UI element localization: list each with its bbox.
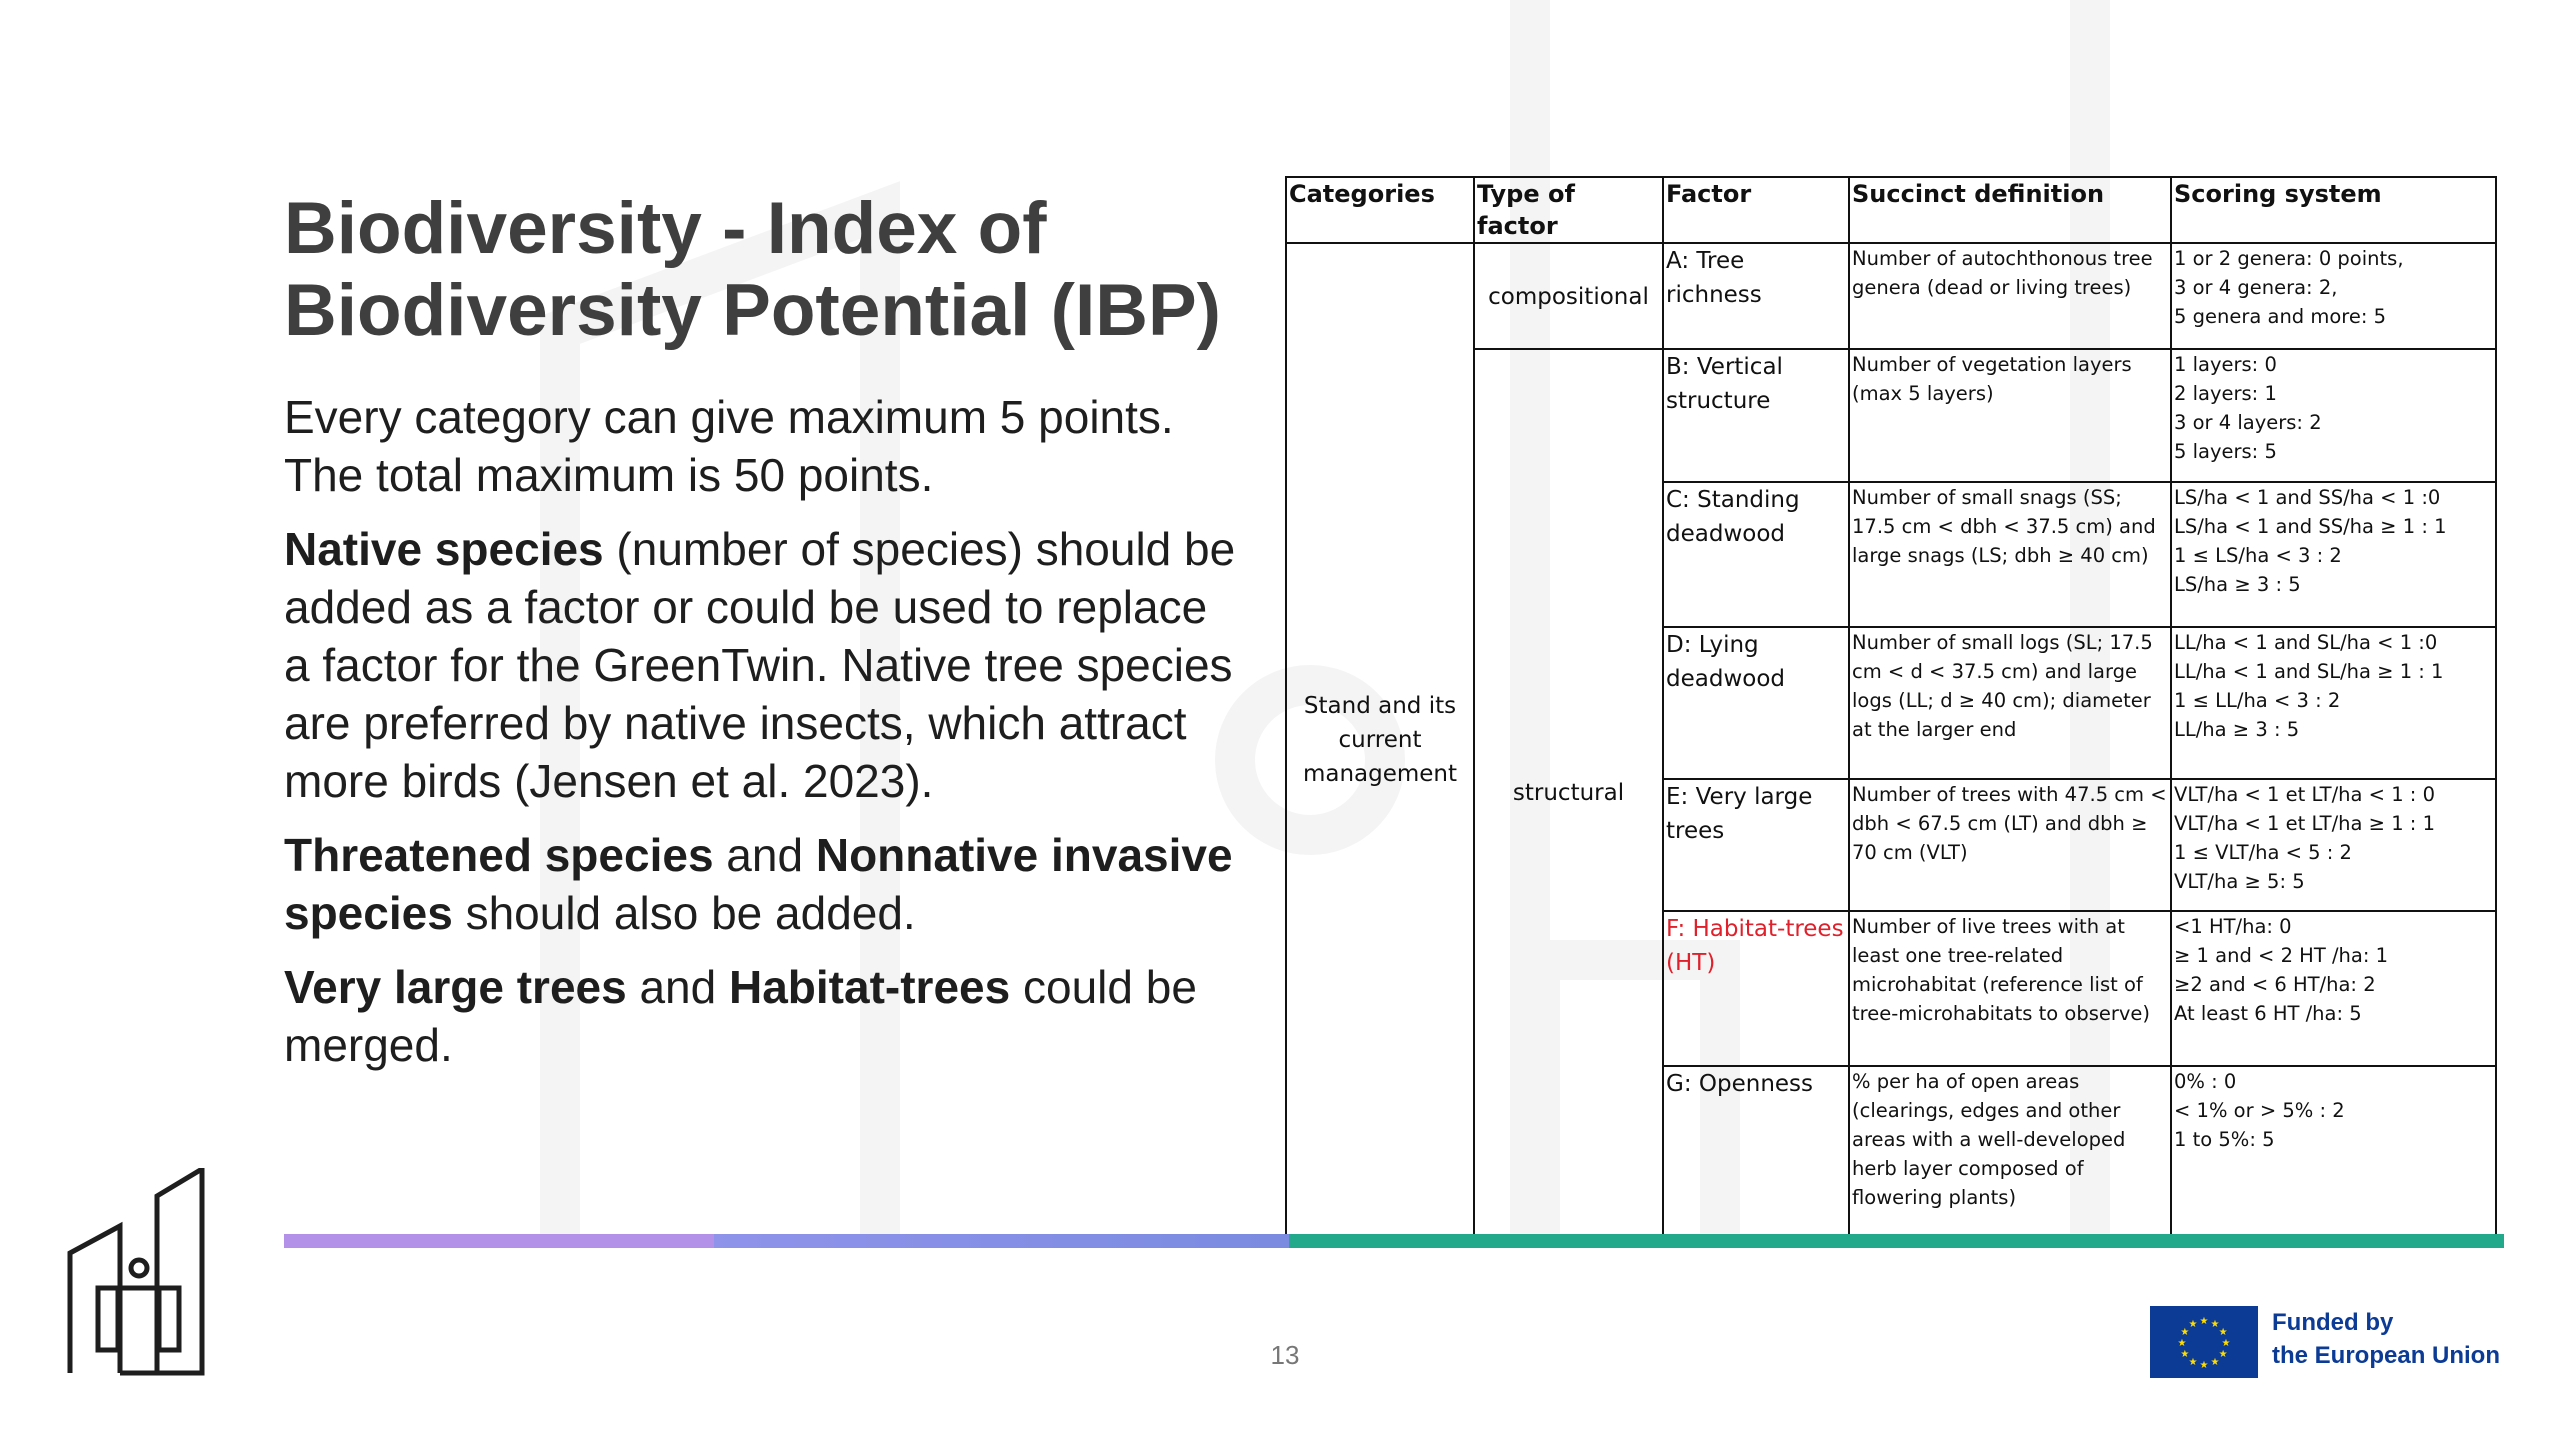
score-line: 1 ≤ LL/ha < 3 : 2: [2174, 689, 2341, 712]
table-header-row: [1286, 177, 2496, 243]
eu-star: ★: [2180, 1327, 2190, 1338]
eu-star: ★: [2188, 1318, 2198, 1330]
score-line: VLT/ha < 1 et LT/ha < 1 : 0: [2174, 783, 2435, 806]
score-line: VLT/ha < 1 et LT/ha ≥ 1 : 1: [2174, 812, 2435, 835]
conjunction-text: and: [626, 961, 729, 1013]
slide-title: Biodiversity - Index of Biodiversity Potential (IBP): [284, 188, 1221, 351]
type-compositional: compositional: [1474, 243, 1663, 349]
definition-cell: Number of live trees with at least one tree-related microhabitat (reference list of tree-microhabitats to observe): [1849, 911, 2171, 1066]
threatened-species-label: Threatened species: [284, 829, 714, 881]
conjunction-text: and: [713, 829, 816, 881]
factor-cell: B: Vertical structure: [1663, 349, 1849, 482]
bar-segment-purple: [284, 1234, 714, 1248]
factor-cell: C: Standing deadwood: [1663, 482, 1849, 627]
body-text: [284, 388, 1244, 1090]
header-type-of-factor: Type of factor: [1474, 177, 1663, 243]
score-line: LS/ha < 1 and SS/ha ≥ 1 : 1: [2174, 515, 2447, 538]
paragraph-large-trees: [284, 958, 1244, 1074]
scoring-cell: [2171, 627, 2496, 779]
eu-star: ★: [2180, 1349, 2190, 1360]
eu-funding-line-1: Funded by: [2272, 1309, 2394, 1336]
definition-cell: Number of small logs (SL; 17.5 cm < d < 37.5 cm) and large logs (LL; d ≥ 40 cm); diameter at the larger end: [1849, 627, 2171, 779]
score-line: ≥2 and < 6 HT/ha: 2: [2174, 973, 2376, 996]
large-trees-text: could be merged.: [284, 961, 1197, 1071]
eu-star: ★: [2210, 1318, 2220, 1330]
score-line: LL/ha ≥ 3 : 5: [2174, 718, 2300, 741]
definition-cell: Number of small snags (SS; 17.5 cm < dbh < 37.5 cm) and large snags (LS; dbh ≥ 40 cm): [1849, 482, 2171, 627]
score-line: 5 layers: 5: [2174, 440, 2277, 463]
score-line: 3 or 4 genera: 2,: [2174, 276, 2338, 299]
category-cell: Stand and its current management: [1286, 243, 1474, 1236]
bar-segment-green: [1289, 1234, 2504, 1248]
score-line: LS/ha < 1 and SS/ha < 1 :0: [2174, 486, 2441, 509]
score-line: <1 HT/ha: 0: [2174, 915, 2292, 938]
paragraph-max-points: Every category can give maximum 5 points. The total maximum is 50 points.: [284, 391, 1174, 501]
scoring-cell: [2171, 779, 2496, 911]
score-line: 0% : 0: [2174, 1070, 2237, 1093]
definition-cell: Number of trees with 47.5 cm < dbh < 67.5 cm (LT) and dbh ≥ 70 cm (VLT): [1849, 779, 2171, 911]
header-factor: Factor: [1663, 177, 1849, 243]
score-line: 1 or 2 genera: 0 points,: [2174, 247, 2404, 270]
threatened-species-text: should also be added.: [452, 887, 916, 939]
eu-flag-icon: [2150, 1306, 2258, 1378]
invasive-species-label: Nonnative invasive species: [284, 829, 1233, 939]
header-definition: Succinct definition: [1849, 177, 2171, 243]
greentwin-logo-icon: [62, 1168, 212, 1378]
scoring-cell: [2171, 349, 2496, 482]
eu-star: ★: [2199, 1360, 2209, 1371]
native-species-text: (number of species) should be added as a factor or could be used to replace a factor for the GreenTwin. Native tree species are preferred by native insects, which attract more birds (Jensen et al. 2023).: [284, 523, 1236, 807]
eu-star: ★: [2199, 1316, 2209, 1327]
definition-cell: Number of autochthonous tree genera (dead or living trees): [1849, 243, 2171, 349]
table-row: [1286, 243, 2496, 349]
header-scoring: Scoring system: [2171, 177, 2496, 243]
scoring-cell: [2171, 1066, 2496, 1236]
paragraph-threatened-species: [284, 826, 1244, 942]
habitat-trees-label: Habitat-trees: [729, 961, 1011, 1013]
factor-cell: D: Lying deadwood: [1663, 627, 1849, 779]
eu-star: ★: [2177, 1338, 2187, 1349]
eu-star: ★: [2221, 1338, 2231, 1349]
score-line: 3 or 4 layers: 2: [2174, 411, 2322, 434]
type-structural: structural: [1474, 349, 1663, 1236]
eu-star: ★: [2218, 1327, 2228, 1338]
page-number: 13: [1270, 1340, 1300, 1370]
ibp-table: [1285, 176, 2497, 1237]
score-line: ≥ 1 and < 2 HT /ha: 1: [2174, 944, 2388, 967]
score-line: VLT/ha ≥ 5: 5: [2174, 870, 2305, 893]
score-line: 1 layers: 0: [2174, 353, 2277, 376]
eu-funding-label: [2272, 1306, 2532, 1372]
paragraph-native-species: [284, 520, 1244, 810]
score-line: 1 to 5%: 5: [2174, 1128, 2275, 1151]
native-species-label: Native species: [284, 523, 604, 575]
scoring-cell: [2171, 243, 2496, 349]
eu-star: ★: [2210, 1357, 2220, 1369]
very-large-trees-label: Very large trees: [284, 961, 627, 1013]
factor-cell: A: Tree richness: [1663, 243, 1849, 349]
bar-segment-blue: [714, 1234, 1289, 1248]
score-line: LS/ha ≥ 3 : 5: [2174, 573, 2301, 596]
score-line: LL/ha < 1 and SL/ha ≥ 1 : 1: [2174, 660, 2444, 683]
score-line: At least 6 HT /ha: 5: [2174, 1002, 2362, 1025]
decorative-color-bar: [284, 1234, 2504, 1248]
scoring-cell: [2171, 911, 2496, 1066]
eu-funding-line-2: the European Union: [2272, 1342, 2500, 1369]
factor-cell: G: Openness: [1663, 1066, 1849, 1236]
score-line: LL/ha < 1 and SL/ha < 1 :0: [2174, 631, 2438, 654]
header-categories: Categories: [1286, 177, 1474, 243]
definition-cell: % per ha of open areas (clearings, edges and other areas with a well-developed herb layer composed of flowering plants): [1849, 1066, 2171, 1236]
definition-cell: Number of vegetation layers (max 5 layers): [1849, 349, 2171, 482]
factor-cell: E: Very large trees: [1663, 779, 1849, 911]
factor-cell-highlighted: F: Habitat-trees (HT): [1663, 911, 1849, 1066]
eu-star: ★: [2188, 1357, 2198, 1369]
score-line: < 1% or > 5% : 2: [2174, 1099, 2345, 1122]
scoring-cell: [2171, 482, 2496, 627]
score-line: 1 ≤ VLT/ha < 5 : 2: [2174, 841, 2352, 864]
score-line: 2 layers: 1: [2174, 382, 2277, 405]
score-line: 1 ≤ LS/ha < 3 : 2: [2174, 544, 2342, 567]
score-line: 5 genera and more: 5: [2174, 305, 2387, 328]
eu-star: ★: [2218, 1349, 2228, 1360]
